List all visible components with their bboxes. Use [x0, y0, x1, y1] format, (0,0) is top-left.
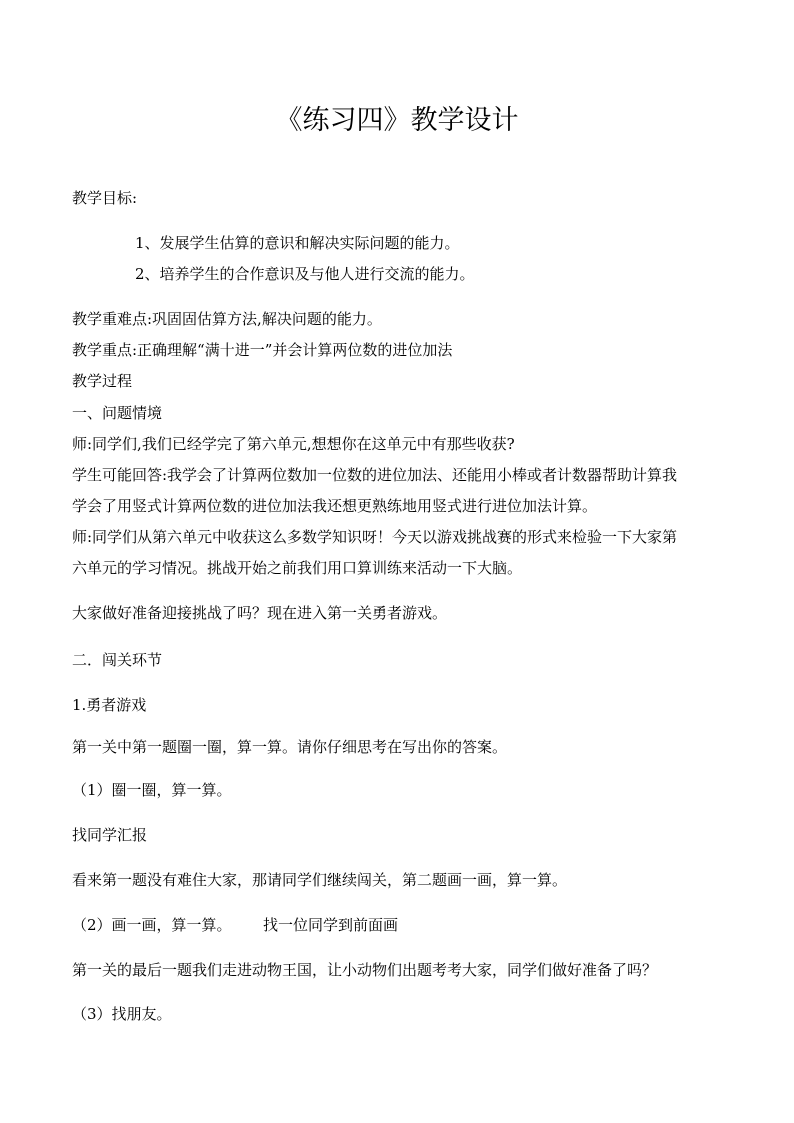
exercise-item: （2）画一画，算一算。 [72, 916, 232, 934]
subsection-heading: 1.勇者游戏 [72, 696, 147, 714]
objective-item: 2、培养学生的合作意识及与他人进行交流的能力。 [135, 265, 475, 283]
paragraph-teacher-question: 师:同学们,我们已经学完了第六单元,想想你在这单元中有那些收获? [72, 435, 515, 453]
paragraph-ready: 大家做好准备迎接挑战了吗？现在进入第一关勇者游戏。 [72, 604, 448, 622]
paragraph-game-intro: 第一关中第一题圈一圈，算一算。请你仔细思考在写出你的答案。 [72, 738, 508, 756]
objective-item: 1、发展学生估算的意识和解决实际问题的能力。 [135, 234, 460, 252]
exercise-item: （3）找朋友。 [72, 1005, 172, 1023]
key-difficulty: 教学重难点:巩固固估算方法,解决问题的能力。 [72, 310, 382, 328]
process-heading: 教学过程 [72, 372, 133, 390]
paragraph-find-report: 找同学汇报 [72, 826, 148, 844]
exercise-item: （1）圈一圈，算一算。 [72, 781, 232, 799]
paragraph-animal-intro: 第一关的最后一题我们走进动物王国，让小动物们出题考考大家，同学们做好准备了吗？ [72, 961, 658, 979]
key-point: 教学重点:正确理解“满十进一”并会计算两位数的进位加法 [72, 341, 453, 359]
exercise-note: 找一位同学到前面画 [263, 916, 399, 934]
paragraph-teacher-statement: 六单元的学习情况。挑战开始之前我们用口算训练来活动一下大脑。 [72, 559, 523, 577]
paragraph-transition: 看来第一题没有难住大家，那请同学们继续闯关，第二题画一画，算一算。 [72, 871, 568, 889]
section-heading: 二．闯关环节 [72, 651, 163, 669]
objectives-heading: 教学目标: [72, 189, 138, 207]
paragraph-student-answer: 学生可能回答:我学会了计算两位数加一位数的进位加法、还能用小棒或者计数器帮助计算我 [72, 466, 678, 484]
paragraph-student-answer: 学会了用竖式计算两位数的进位加法我还想更熟练地用竖式进行进位加法计算。 [72, 497, 598, 515]
document-title: 《练习四》教学设计 [275, 105, 519, 136]
paragraph-teacher-statement: 师:同学们从第六单元中收获这么多数学知识呀！今天以游戏挑战赛的形式来检验一下大家第 [72, 528, 678, 546]
section-heading: 一、问题情境 [72, 404, 163, 422]
